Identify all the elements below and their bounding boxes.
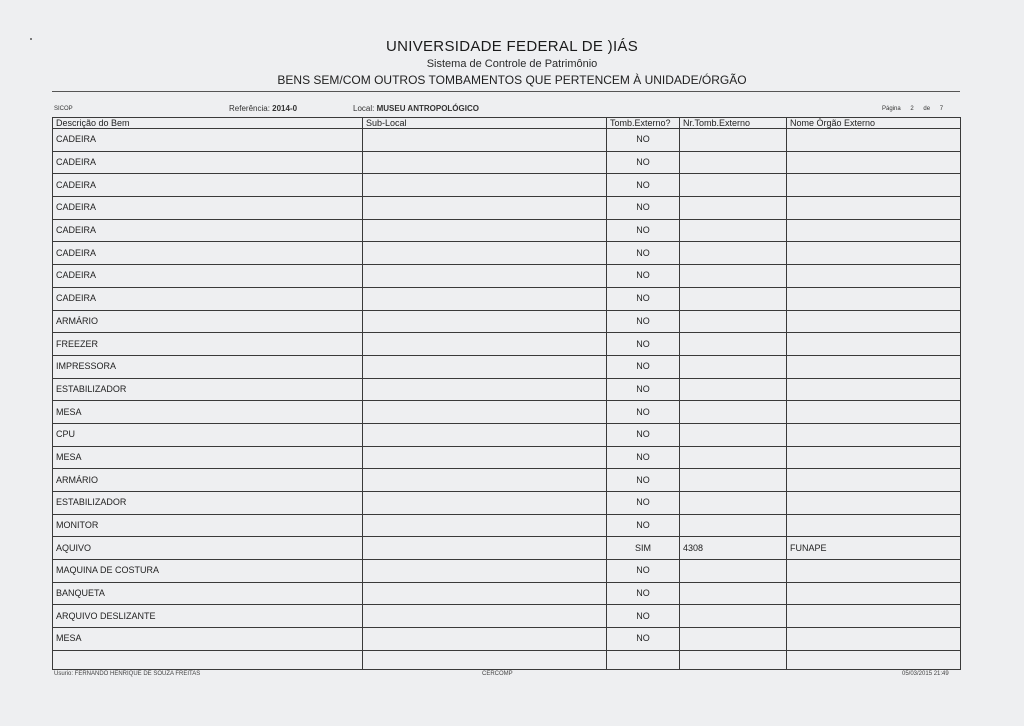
cell-sublocal <box>363 378 607 401</box>
footer-user: Usurio: FERNANDO HENRIQUE DE SOUZA FREITAS <box>54 671 201 677</box>
cell-external-number <box>680 423 787 446</box>
system-code: SICOP <box>54 106 73 112</box>
assets-table <box>52 117 961 670</box>
table-row <box>53 197 961 220</box>
table-row <box>53 492 961 515</box>
cell-sublocal <box>363 197 607 220</box>
cell-description: CADEIRA <box>53 242 363 265</box>
cell-external-flag: NO <box>607 355 680 378</box>
cell-sublocal <box>363 401 607 424</box>
cell-external-flag: NO <box>607 333 680 356</box>
cell-description: ARQUIVO DESLIZANTE <box>53 605 363 628</box>
cell-external-org <box>787 333 961 356</box>
cell-external-flag: NO <box>607 560 680 583</box>
cell-external-flag: NO <box>607 628 680 651</box>
cell-external-number <box>680 560 787 583</box>
cell-external-flag: NO <box>607 492 680 515</box>
cell-external-org <box>787 242 961 265</box>
cell-external-number <box>680 446 787 469</box>
table-row <box>53 423 961 446</box>
cell-external-org <box>787 446 961 469</box>
table-row <box>53 537 961 560</box>
cell-sublocal <box>363 287 607 310</box>
cell-external-number <box>680 287 787 310</box>
cell-external-flag: NO <box>607 219 680 242</box>
cell-description: CPU <box>53 423 363 446</box>
cell-sublocal <box>363 265 607 288</box>
table-row <box>53 151 961 174</box>
report-title: BENS SEM/COM OUTROS TOMBAMENTOS QUE PERTENCEM À UNIDADE/ÓRGÃO <box>277 73 747 87</box>
col-header-external-number: Nr.Tomb.Externo <box>680 118 787 129</box>
cell-external-number <box>680 151 787 174</box>
cell-description: FREEZER <box>53 333 363 356</box>
cell-description: IMPRESSORA <box>53 355 363 378</box>
footer-datetime: 05/03/2015 21:49 <box>902 671 949 677</box>
cell-external-org <box>787 197 961 220</box>
cell-description: ARMÁRIO <box>53 310 363 333</box>
table-row <box>53 355 961 378</box>
cell-description: CADEIRA <box>53 265 363 288</box>
cell-external-number <box>680 378 787 401</box>
table-row <box>53 469 961 492</box>
cell-external-flag: NO <box>607 378 680 401</box>
cell-external-org <box>787 287 961 310</box>
cell-external-number <box>680 469 787 492</box>
table-row <box>53 333 961 356</box>
reference-label: Referência: <box>229 104 270 113</box>
cell-sublocal <box>363 355 607 378</box>
cell-external-org <box>787 401 961 424</box>
cell-external-number: 4308 <box>680 537 787 560</box>
cell-sublocal <box>363 537 607 560</box>
cell-description: CADEIRA <box>53 129 363 152</box>
cell-external-flag: NO <box>607 151 680 174</box>
page-total: 7 <box>939 106 944 112</box>
cell-sublocal <box>363 310 607 333</box>
table-row <box>53 446 961 469</box>
cell-external-flag: NO <box>607 401 680 424</box>
header-divider <box>52 91 960 92</box>
cell-description: MESA <box>53 446 363 469</box>
cell-external-flag: SIM <box>607 537 680 560</box>
col-header-external-org: Nome Órgão Externo <box>787 118 961 129</box>
cell-external-number <box>680 219 787 242</box>
cell-external-flag <box>607 650 680 669</box>
table-row <box>53 129 961 152</box>
cell-description: CADEIRA <box>53 151 363 174</box>
cell-external-number <box>680 129 787 152</box>
cell-description: ESTABILIZADOR <box>53 492 363 515</box>
cell-sublocal <box>363 333 607 356</box>
university-title: UNIVERSIDADE FEDERAL DE )IÁS <box>385 38 639 55</box>
cell-external-org <box>787 582 961 605</box>
cell-sublocal <box>363 242 607 265</box>
table-row <box>53 650 961 669</box>
page-current: 2 <box>910 106 914 112</box>
cell-description: MESA <box>53 628 363 651</box>
cell-external-flag: NO <box>607 514 680 537</box>
col-header-sublocal: Sub-Local <box>363 118 607 129</box>
cell-external-org <box>787 151 961 174</box>
col-header-description: Descrição do Bem <box>53 118 363 129</box>
cell-sublocal <box>363 650 607 669</box>
cell-external-org <box>787 650 961 669</box>
cell-external-org <box>787 310 961 333</box>
cell-external-number <box>680 605 787 628</box>
cell-external-flag: NO <box>607 174 680 197</box>
cell-external-flag: NO <box>607 287 680 310</box>
cell-external-number <box>680 242 787 265</box>
table-row <box>53 265 961 288</box>
page-separator: de <box>923 106 931 112</box>
cell-external-org <box>787 560 961 583</box>
cell-description: CADEIRA <box>53 174 363 197</box>
cell-description: CADEIRA <box>53 219 363 242</box>
cell-external-number <box>680 355 787 378</box>
cell-sublocal <box>363 560 607 583</box>
system-subtitle: Sistema de Controle de Patrimônio <box>426 58 598 70</box>
cell-description: BANQUETA <box>53 582 363 605</box>
cell-external-number <box>680 310 787 333</box>
cell-external-flag: NO <box>607 242 680 265</box>
table-row <box>53 605 961 628</box>
cell-description: ESTABILIZADOR <box>53 378 363 401</box>
cell-description: AQUIVO <box>53 537 363 560</box>
cell-description: MESA <box>53 401 363 424</box>
cell-external-number <box>680 514 787 537</box>
cell-description: MAQUINA DE COSTURA <box>53 560 363 583</box>
cell-external-org <box>787 492 961 515</box>
cell-external-number <box>680 628 787 651</box>
cell-external-org: FUNAPE <box>787 537 961 560</box>
cell-external-org <box>787 628 961 651</box>
cell-sublocal <box>363 423 607 446</box>
cell-external-flag: NO <box>607 605 680 628</box>
cell-description: ARMÁRIO <box>53 469 363 492</box>
cell-external-number <box>680 582 787 605</box>
cell-sublocal <box>363 129 607 152</box>
local-label: Local: <box>353 104 375 113</box>
cell-sublocal <box>363 151 607 174</box>
table-row <box>53 582 961 605</box>
cell-sublocal <box>363 628 607 651</box>
cell-sublocal <box>363 174 607 197</box>
local-info <box>353 104 479 113</box>
cell-external-number <box>680 174 787 197</box>
cell-external-org <box>787 378 961 401</box>
cell-external-number <box>680 492 787 515</box>
cell-description <box>53 650 363 669</box>
cell-external-number <box>680 333 787 356</box>
table-row <box>53 219 961 242</box>
cell-external-flag: NO <box>607 197 680 220</box>
cell-external-org <box>787 469 961 492</box>
cell-external-flag: NO <box>607 469 680 492</box>
cell-sublocal <box>363 469 607 492</box>
cell-description: CADEIRA <box>53 197 363 220</box>
table-row <box>53 287 961 310</box>
cell-external-org <box>787 174 961 197</box>
cell-sublocal <box>363 446 607 469</box>
cell-external-org <box>787 129 961 152</box>
cell-sublocal <box>363 582 607 605</box>
reference-value: 2014-0 <box>272 104 298 113</box>
table-row <box>53 628 961 651</box>
page-label: Página <box>882 106 901 112</box>
page-indicator <box>882 106 943 112</box>
cell-external-flag: NO <box>607 129 680 152</box>
table-row <box>53 560 961 583</box>
cell-external-flag: NO <box>607 265 680 288</box>
cell-external-org <box>787 423 961 446</box>
local-value: MUSEU ANTROPOLÓGICO <box>376 104 479 113</box>
table-row <box>53 401 961 424</box>
cell-external-flag: NO <box>607 310 680 333</box>
cell-sublocal <box>363 492 607 515</box>
cell-sublocal <box>363 219 607 242</box>
col-header-external-flag: Tomb.Externo? <box>607 118 680 129</box>
cell-external-org <box>787 265 961 288</box>
cell-description: MONITOR <box>53 514 363 537</box>
reference-info <box>229 104 297 113</box>
table-row <box>53 242 961 265</box>
cell-external-number <box>680 650 787 669</box>
cell-external-org <box>787 355 961 378</box>
cell-sublocal <box>363 514 607 537</box>
cell-sublocal <box>363 605 607 628</box>
cell-external-number <box>680 401 787 424</box>
cell-external-flag: NO <box>607 446 680 469</box>
cell-external-org <box>787 605 961 628</box>
cell-description: CADEIRA <box>53 287 363 310</box>
cell-external-org <box>787 219 961 242</box>
cell-external-org <box>787 514 961 537</box>
cell-external-number <box>680 197 787 220</box>
table-row <box>53 310 961 333</box>
table-header-row <box>53 118 961 129</box>
footer-unit: CERCOMP <box>482 671 513 677</box>
table-row <box>53 514 961 537</box>
cell-external-flag: NO <box>607 582 680 605</box>
cell-external-flag: NO <box>607 423 680 446</box>
table-row <box>53 378 961 401</box>
cell-external-number <box>680 265 787 288</box>
table-row <box>53 174 961 197</box>
